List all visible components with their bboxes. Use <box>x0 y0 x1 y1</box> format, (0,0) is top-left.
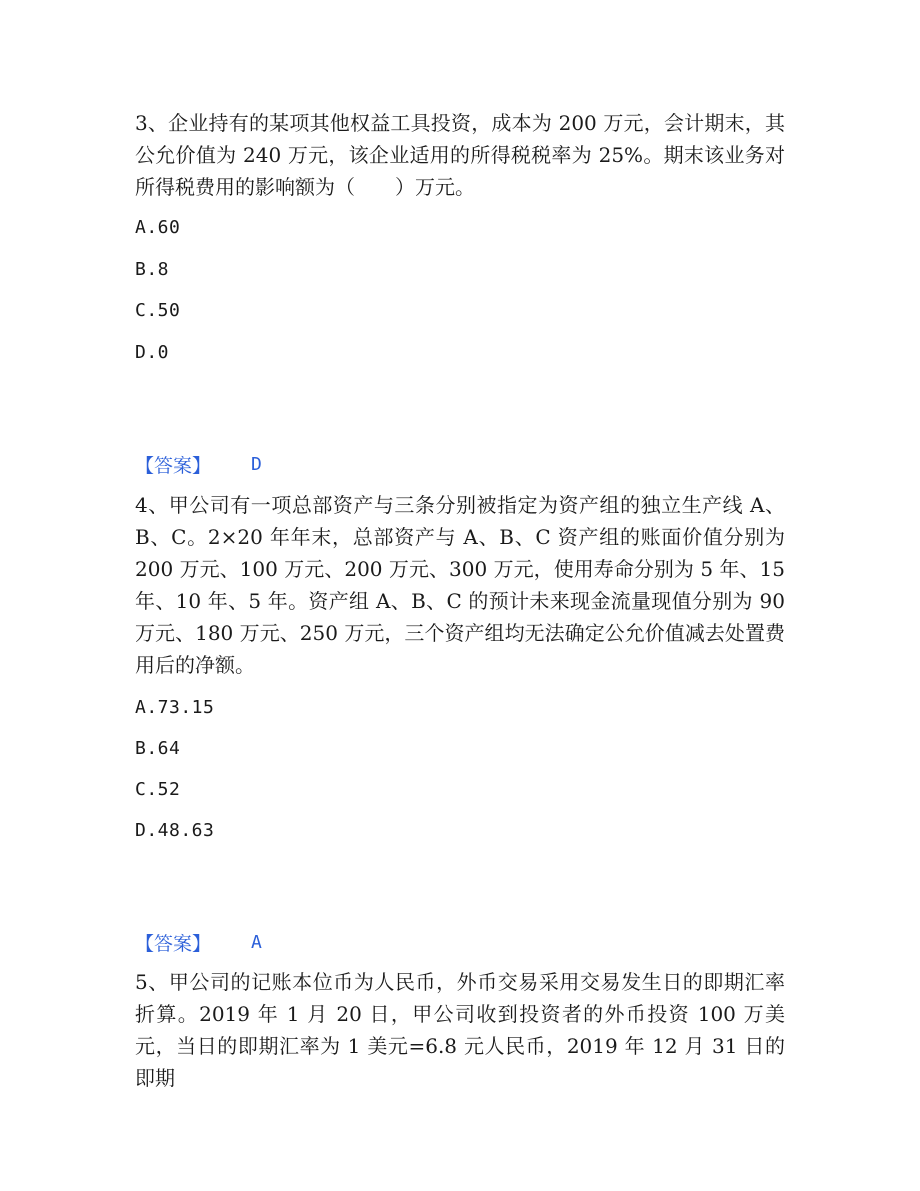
question-4 <box>135 489 785 681</box>
answer-label: 【答案】 <box>135 455 212 477</box>
option-d: D.0 <box>135 342 170 363</box>
answer-label: 【答案】 <box>135 933 212 955</box>
question-stem: 5、甲公司的记账本位币为人民币，外币交易采用交易发生日的即期汇率折算。2019 年 1 月 20 日，甲公司收到投资者的外币投资 100 万美元，当日的即期汇率为 1 美元=6.8 元人民币，2019 年 12 月 31 日的即期 <box>135 970 785 1090</box>
option-a: A.73.15 <box>135 697 215 718</box>
question-3 <box>135 107 785 203</box>
answer-row <box>135 451 262 478</box>
question-stem: 4、甲公司有一项总部资产与三条分别被指定为资产组的独立生产线 A、B、C。2×20 年年末，总部资产与 A、B、C 资产组的账面价值分别为 200 万元、100 万元、200 万元、300 万元，使用寿命分别为 5 年、15 年、10 年、5 年。资产组 A、B、C 的预计未来现金流量现值分别为 90 万元、180 万元、250 万元，三个资产组均无法确定公允价值减去处置费用后的净额。 <box>135 493 785 677</box>
option-c: C.52 <box>135 779 181 800</box>
option-a: A.60 <box>135 217 181 238</box>
answer-value: D <box>251 454 262 475</box>
answer-row <box>135 929 262 956</box>
question-5 <box>135 966 785 1094</box>
question-stem: 3、企业持有的某项其他权益工具投资，成本为 200 万元，会计期末，其公允价值为 240 万元，该企业适用的所得税税率为 25%。期末该业务对所得税费用的影响额为（ ）万元。 <box>135 111 785 199</box>
option-d: D.48.63 <box>135 820 215 841</box>
answer-value: A <box>251 932 262 953</box>
option-b: B.8 <box>135 259 170 280</box>
option-b: B.64 <box>135 738 181 759</box>
option-c: C.50 <box>135 300 181 321</box>
